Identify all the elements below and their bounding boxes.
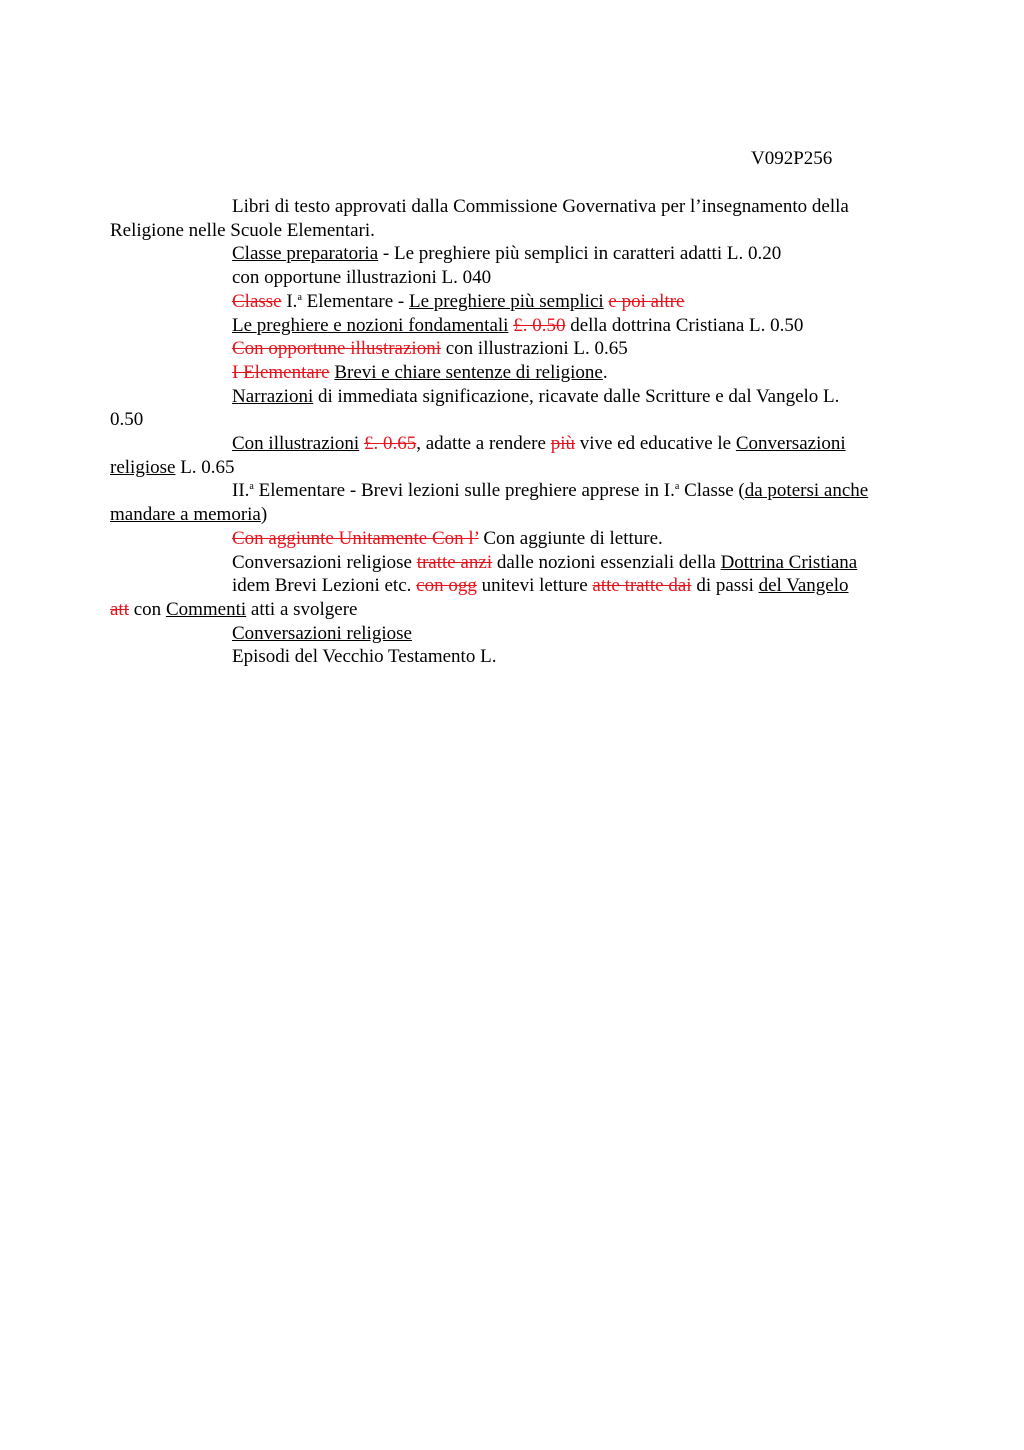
text-segment: con <box>129 598 166 620</box>
underlined-text: Dottrina Cristiana <box>720 551 858 573</box>
underlined-text: Le preghiere più semplici <box>408 290 604 312</box>
underlined-text: Brevi e chiare sentenze di religione <box>334 361 603 383</box>
superscript-text: a <box>674 481 680 493</box>
paragraph-narrazioni <box>110 385 946 432</box>
paragraph-episodi <box>171 645 946 669</box>
text-segment: con opportune illustrazioni L. 040 <box>232 267 492 289</box>
deleted-text: att <box>110 598 129 620</box>
underlined-text: Con illustrazioni <box>232 433 360 455</box>
deleted-text: £. 0.50 <box>513 314 566 336</box>
paragraph-sentenze <box>171 361 946 385</box>
underlined-text: Conversazioni religiose <box>232 622 412 644</box>
text-segment: di immediata significazione, ricavate dalle Scritture e dal Vangelo L. <box>313 385 840 407</box>
paragraph-seconda-elementare <box>110 479 946 526</box>
text-line <box>110 220 375 241</box>
text-line <box>232 433 846 454</box>
paragraph-conversazioni-religiose <box>171 622 946 646</box>
paragraph-con-illustrazioni <box>110 432 946 479</box>
paragraph-prima-elementare <box>171 290 946 314</box>
underlined-text: Classe preparatoria <box>232 243 379 265</box>
underlined-text: mandare a memoria <box>110 504 261 526</box>
text-line <box>110 599 358 620</box>
text-line <box>232 196 849 217</box>
paragraph-brevi-lezioni <box>110 574 946 621</box>
text-line <box>232 528 663 549</box>
text-segment: Religione nelle Scuole Elementari. <box>110 219 375 241</box>
text-segment: unitevi letture <box>476 575 593 597</box>
deleted-text: e poi altre <box>608 290 685 312</box>
paragraph-classe-preparatoria <box>171 242 946 266</box>
text-line <box>232 552 857 573</box>
document-body <box>110 195 946 669</box>
deleted-text: Classe <box>232 290 282 312</box>
text-line <box>232 338 628 359</box>
underlined-text: Commenti <box>165 598 247 620</box>
text-line <box>232 386 839 407</box>
text-segment: Elementare - Brevi lezioni sulle preghiere apprese in I. <box>253 480 675 502</box>
text-segment: 0.50 <box>110 409 144 431</box>
text-segment: Episodi del Vecchio Testamento L. <box>232 646 497 668</box>
text-segment: , adatte a rendere <box>416 433 551 455</box>
text-line <box>232 267 491 288</box>
text-segment: I. <box>281 290 298 312</box>
text-segment: con illustrazioni L. 0.65 <box>440 338 628 360</box>
text-line <box>232 315 803 336</box>
paragraph-illustrazioni-2 <box>171 337 946 361</box>
text-segment: vive ed educative le <box>574 433 736 455</box>
text-segment: Conversazioni religiose <box>232 551 417 573</box>
underlined-text: da potersi anche <box>744 480 869 502</box>
text-line <box>232 362 608 383</box>
underlined-text: Conversazioni <box>735 433 846 455</box>
underlined-text: religiose <box>110 456 176 478</box>
text-line <box>110 409 143 430</box>
deleted-text: Con opportune illustrazioni <box>232 338 441 360</box>
deleted-text: tratte anzi <box>416 551 493 573</box>
text-segment: Elementare - <box>301 290 409 312</box>
text-line <box>232 243 781 264</box>
deleted-text: atte tratte dai <box>592 575 692 597</box>
paragraph-conversazioni <box>171 551 946 575</box>
text-segment: . <box>602 361 608 383</box>
text-segment: L. 0.65 <box>175 456 235 478</box>
text-segment: Libri di testo approvati dalla Commissione Governativa per l’insegnamento della <box>232 196 849 217</box>
deleted-text: I Elementare <box>232 361 330 383</box>
deleted-text: più <box>550 433 575 455</box>
text-segment: Classe ( <box>679 480 745 502</box>
text-line <box>110 504 267 525</box>
document-id: V092P256 <box>751 148 833 169</box>
text-segment: ) <box>260 504 268 526</box>
text-segment: di passi <box>691 575 759 597</box>
text-line <box>232 480 868 501</box>
text-segment: Con aggiunte di letture. <box>478 527 663 549</box>
text-line <box>232 646 496 667</box>
superscript-text: a <box>297 291 302 303</box>
text-line <box>232 623 412 644</box>
text-segment: idem Brevi Lezioni etc. <box>232 575 417 597</box>
text-line <box>232 291 684 312</box>
text-line <box>110 457 235 478</box>
deleted-text: con ogg <box>416 575 477 597</box>
deleted-text: £. 0.65 <box>363 433 417 455</box>
underlined-text: Narrazioni <box>232 385 314 407</box>
text-segment: atti a svolgere <box>246 598 358 620</box>
paragraph-nozioni-fondamentali <box>171 314 946 338</box>
paragraph-intro <box>110 195 946 242</box>
text-segment: II. <box>232 480 250 502</box>
text-segment: della dottrina Cristiana L. 0.50 <box>565 314 804 336</box>
deleted-text: Con aggiunte Unitamente Con l’ <box>232 527 479 549</box>
paragraph-aggiunte <box>171 527 946 551</box>
underlined-text: del Vangelo <box>758 575 849 597</box>
underlined-text: Le preghiere e nozioni fondamentali <box>232 314 509 336</box>
superscript-text: a <box>249 481 254 493</box>
paragraph-illustrazioni-1 <box>171 266 946 290</box>
text-line <box>232 575 848 596</box>
text-segment: - Le preghiere più semplici in caratteri adatti L. 0.20 <box>378 243 782 265</box>
text-segment: dalle nozioni essenziali della <box>492 551 721 573</box>
